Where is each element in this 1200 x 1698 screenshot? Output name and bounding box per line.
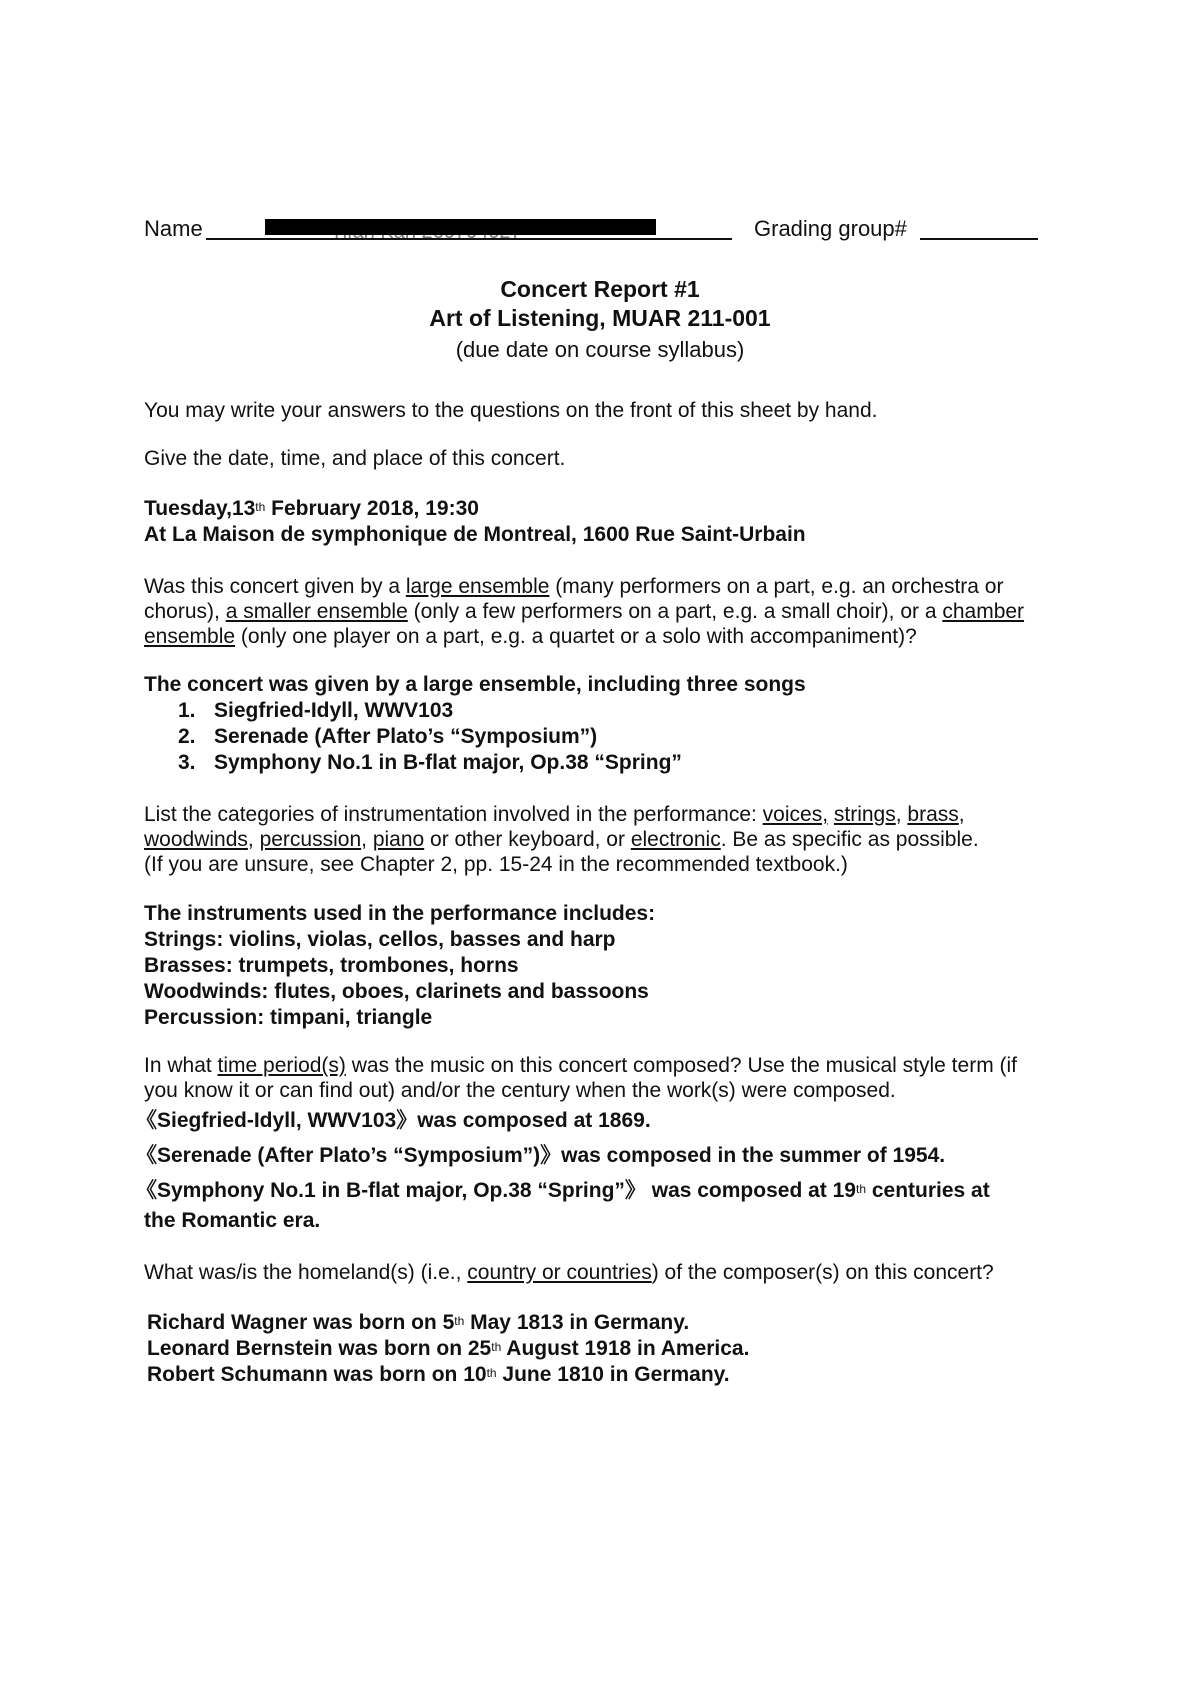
answer-period-3-cont: the Romantic era. — [144, 1209, 321, 1232]
program-list — [178, 698, 682, 776]
list-item: Leonard Bernstein was born on 25th August 1918 in America. — [147, 1337, 750, 1360]
answer-period-1: 《Siegfried-Idyll, WWV103》was composed at 1869. — [136, 1109, 651, 1132]
list-item: 3. Symphony No.1 in B-flat major, Op.38 “Spring” — [178, 751, 682, 774]
course-title: Art of Listening, MUAR 211-001 — [429, 305, 771, 331]
answer-period-3: 《Symphony No.1 in B-flat major, Op.38 “Spring”》 was composed at 19th centuries at — [136, 1179, 990, 1202]
question-homeland: What was/is the homeland(s) (i.e., country or countries) of the composer(s) on this concert? — [144, 1261, 994, 1284]
answer-place: At La Maison de symphonique de Montreal, 1600 Rue Saint-Urbain — [144, 523, 806, 546]
answer-period-2: 《Serenade (After Plato’s “Symposium”)》was composed in the summer of 1954. — [136, 1144, 946, 1167]
list-item: Richard Wagner was born on 5th May 1813 in Germany. — [147, 1311, 690, 1334]
answer-instruments: The instruments used in the performance includes: Strings: violins, violas, cellos, basses and harp Brasses: trumpets, trombones, horns Woodwinds: flutes, oboes, clarinets and bassoons Percussion: timpani, triangle — [144, 902, 656, 1029]
name-label: Name — [144, 216, 203, 241]
list-item: Robert Schumann was born on 10th June 1810 in Germany. — [147, 1363, 730, 1386]
answer-ensemble: The concert was given by a large ensemble, including three songs — [144, 673, 806, 696]
question-ensemble: Was this concert given by a large ensemble (many performers on a part, e.g. an orchestra or chorus), a smaller ensemble (only a few performers on a part, e.g. a small choir), or a chamber ensemble (only one player on a part, e.g. a quartet or a solo with accompaniment)? — [144, 575, 1025, 648]
grading-group-underline — [920, 238, 1038, 240]
list-item: 2. Serenade (After Plato’s “Symposium”) — [178, 725, 598, 748]
question-instrumentation: List the categories of instrumentation involved in the performance: voices, strings, brass, woodwinds, percussion, piano or other keyboard, or electronic. Be as specific as possible. (If you are unsure, see Chapter 2, pp. 15-24 in the recommended textbook.) — [144, 803, 979, 876]
intro-text: You may write your answers to the questions on the front of this sheet by hand. — [144, 399, 878, 422]
redaction-bar — [265, 219, 656, 235]
due-date-note: (due date on course syllabus) — [455, 337, 745, 362]
list-item: 1. Siegfried-Idyll, WWV103 — [178, 699, 454, 722]
question-date-time-place: Give the date, time, and place of this concert. — [144, 447, 566, 470]
question-time-period: In what time period(s) was the music on this concert composed? Use the musical style term (if you know it or can find out) and/or the century when the work(s) were composed. — [144, 1054, 1018, 1102]
grading-group-label: Grading group# — [754, 216, 907, 241]
answer-homeland — [147, 1310, 749, 1388]
report-title: Concert Report #1 — [500, 276, 700, 302]
answer-date-time: Tuesday,13th February 2018, 19:30 — [144, 497, 479, 520]
